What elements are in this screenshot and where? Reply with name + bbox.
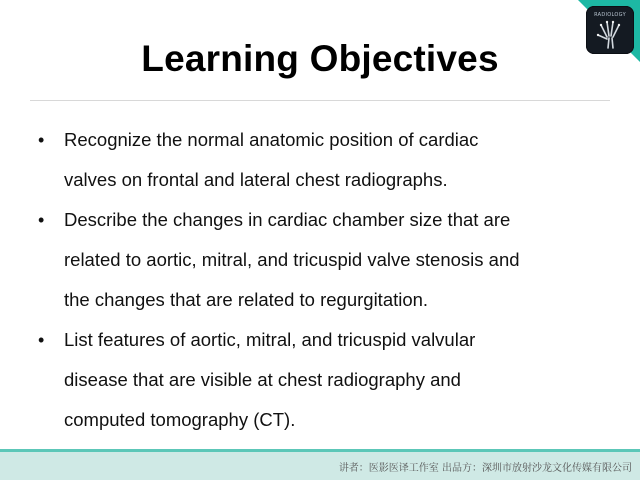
- list-item: [38, 120, 608, 200]
- objectives-list: [38, 120, 608, 440]
- bullet-line: Describe the changes in cardiac chamber size that are: [64, 209, 511, 230]
- bullet-glyph: •: [38, 130, 45, 150]
- list-item: [38, 320, 608, 440]
- bullet-line: computed tomography (CT).: [64, 409, 296, 430]
- bullet-glyph: •: [38, 210, 45, 230]
- footer-bar: [0, 452, 640, 480]
- bullet-glyph: •: [38, 330, 45, 350]
- bullet-line: List features of aortic, mitral, and tricuspid valvular: [64, 329, 476, 350]
- bullet-line: Recognize the normal anatomic position of cardiac: [64, 129, 479, 150]
- bullet-line: disease that are visible at chest radiography and: [64, 369, 461, 390]
- app-icon-name: RADIOLOGY: [594, 12, 626, 18]
- bullet-line: valves on frontal and lateral chest radiographs.: [64, 169, 448, 190]
- footer-credit: 讲者：医影医译工作室 出品方：深圳市放射沙龙文化传媒有限公司: [338, 463, 632, 474]
- bullet-line: related to aortic, mitral, and tricuspid valve stenosis and: [64, 249, 520, 270]
- slide-title: Learning Objectives: [141, 38, 499, 79]
- title-divider: [30, 100, 610, 101]
- list-item: [38, 200, 608, 320]
- bullet-line: the changes that are related to regurgitation.: [64, 289, 429, 310]
